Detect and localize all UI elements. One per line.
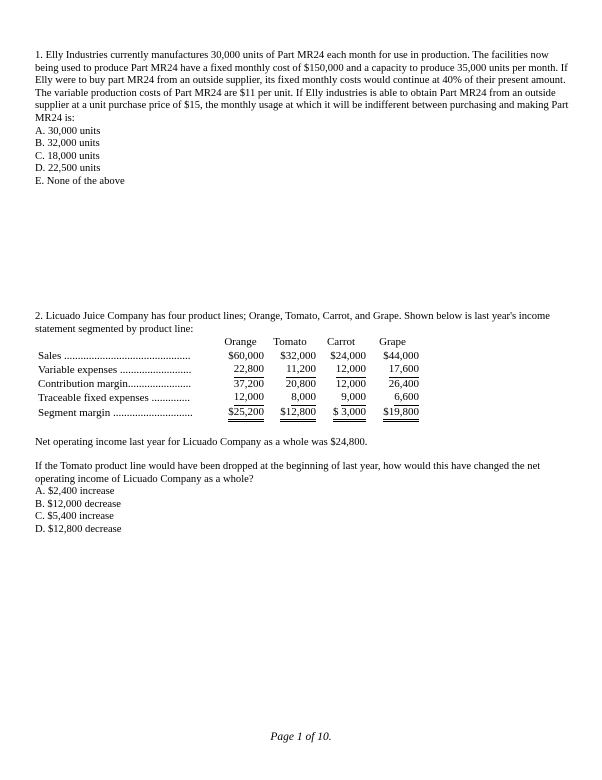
col-orange: Orange: [224, 336, 257, 348]
cell-value: 9,000: [341, 391, 366, 406]
q2-option-d: D. $12,800 decrease: [35, 523, 122, 535]
cell-value: $ 3,000: [333, 406, 366, 423]
cell-value: 8,000: [291, 391, 316, 406]
cell-value: $32,000: [280, 349, 316, 362]
cell-value: 12,000: [335, 377, 366, 390]
col-grape: Grape: [379, 336, 406, 348]
col-tomato: Tomato: [273, 336, 307, 348]
income-statement-table: [38, 336, 419, 422]
table-row-contribution-margin: [38, 378, 419, 392]
table-row-segment-margin: [38, 406, 419, 423]
cell-value: $44,000: [383, 349, 419, 362]
cell-value: 11,200: [286, 363, 316, 378]
cell-value: $12,800: [280, 406, 316, 423]
table-row-sales: [38, 350, 419, 364]
cell-value: 37,200: [233, 377, 264, 390]
table-row-variable-expenses: [38, 363, 419, 378]
question-1-text: 1. Elly Industries currently manufactures 30,000 units of Part MR24 each month for use in production. The facilities now being used to produce Part MR24 have a fixed monthly cost of $150,000 and a capacity to produce 35,000 units per month. If Elly were to buy part MR24 from an outside supplier, its fixed monthly costs would continue at 40% of their present amount. The variable production costs of Part MR24 are $11 per unit. If Elly industries is able to obtain Part MR24 from an outside supplier at a unit purchase price of $15, the monthly usage at which it will be indifferent between purchasing and making Part MR24 is:: [35, 50, 569, 124]
cell-value: $25,200: [228, 406, 264, 423]
q2-option-b: B. $12,000 decrease: [35, 498, 121, 510]
page-footer: Page 1 of 10.: [270, 731, 332, 743]
cell-value: 12,000: [234, 391, 264, 406]
col-carrot: Carrot: [326, 336, 356, 348]
q1-option-d: D. 22,500 units: [35, 163, 101, 175]
q1-option-a: A. 30,000 units: [35, 125, 101, 137]
question-2-intro: [35, 311, 570, 336]
row-label: Sales ..............................................: [38, 349, 191, 362]
question-2-question: If the Tomato product line would have been dropped at the beginning of last year, how would this have changed the net operating income of Licuado Company as a whole?: [35, 461, 541, 485]
q1-option-b: B. 32,000 units: [35, 138, 100, 150]
q1-option-c: C. 18,000 units: [35, 150, 100, 162]
q1-option-e: E. None of the above: [35, 175, 125, 187]
row-label: Traceable fixed expenses ..............: [38, 391, 191, 404]
cell-value: 26,400: [388, 377, 419, 390]
question-2-prompt: [35, 461, 570, 537]
cell-value: $24,000: [330, 349, 366, 362]
q2-option-c: C. $5,400 increase: [35, 511, 114, 523]
question-2-text: 2. Licuado Juice Company has four product lines; Orange, Tomato, Carrot, and Grape. Shown below is last year's income statement segmented by product line:: [35, 311, 550, 335]
row-label: Variable expenses ..........................: [38, 363, 192, 376]
row-label: Segment margin .............................: [38, 407, 193, 419]
cell-value: 17,600: [389, 363, 419, 378]
cell-value: 6,600: [394, 391, 419, 406]
net-operating-income-text: Net operating income last year for Licuado Company as a whole was $24,800.: [35, 437, 368, 448]
row-label: Contribution margin.......................: [38, 377, 192, 390]
cell-value: 22,800: [234, 363, 264, 378]
cell-value: $60,000: [228, 349, 264, 362]
table-row-traceable-fixed-expenses: [38, 391, 419, 406]
cell-value: 20,800: [285, 377, 316, 390]
cell-value: 12,000: [336, 363, 366, 378]
q2-option-a: A. $2,400 increase: [35, 486, 115, 498]
cell-value: $19,800: [383, 406, 419, 423]
table-header-row: [38, 336, 419, 350]
question-1: [35, 50, 570, 189]
